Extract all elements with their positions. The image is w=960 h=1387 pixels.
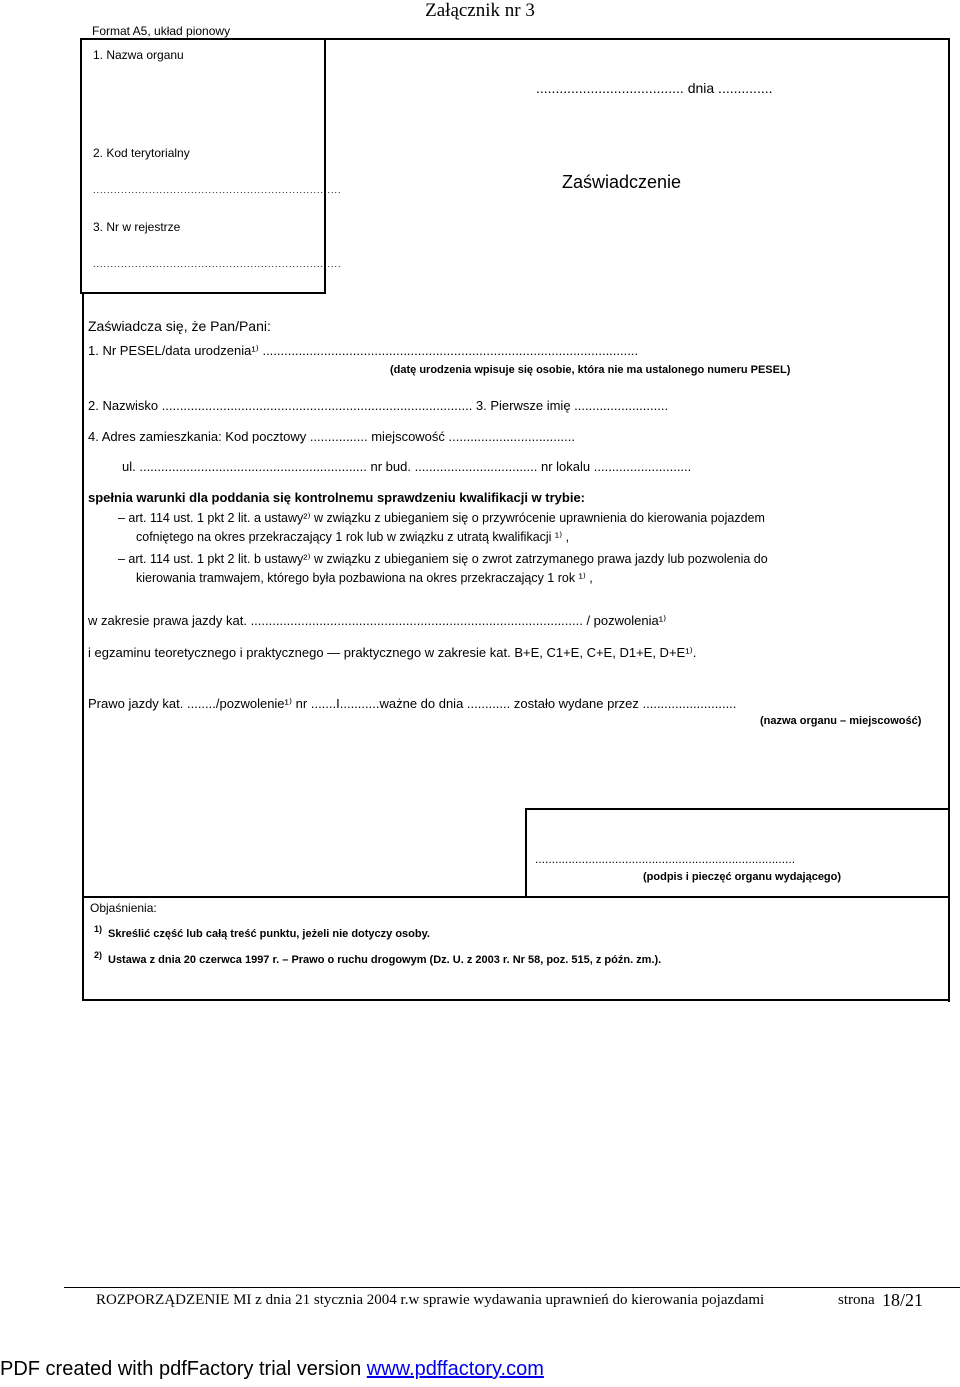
conditions-text: spełnia warunki dla poddania się kontrolnemu sprawdzeniu kwalifikacji w trybie:: [88, 490, 586, 505]
article-a-line1: – art. 114 ust. 1 pkt 2 lit. a ustawy²⁾ w związku z ubieganiem się o przywrócenie uprawnienia do kierowania pojazdem: [118, 511, 765, 525]
authority-box: [80, 38, 326, 294]
signature-label: (podpis i pieczęć organu wydającego): [643, 871, 842, 883]
pesel-line: 1. Nr PESEL/data urodzenia¹⁾ ........................................................................................................: [88, 343, 639, 358]
article-b-line2: kierowania tramwajem, którego była pozbawiona na okres przekraczający 1 rok ¹⁾ ,: [136, 571, 593, 585]
note-1-marker: 1): [94, 924, 103, 934]
register-number-label: 3. Nr w rejestrze: [93, 220, 181, 234]
footer-rule: [64, 1287, 960, 1288]
license-issued-line: Prawo jazdy kat. ......../pozwolenie¹⁾ nr .......I...........ważne do dnia ............ zostało wydane przez ..........................: [88, 696, 737, 711]
article-a-line2: cofniętego na okres przekraczający 1 rok lub w związku z utratą kwalifikacji ¹⁾ ,: [136, 530, 570, 544]
pesel-note: (datę urodzenia wpisuje się osobie, która nie ma ustalonego numeru PESEL): [390, 364, 791, 376]
footer-regulation: ROZPORZĄDZENIE MI z dnia 21 stycznia 2004 r.w sprawie wydawania uprawnień do kierowania pojazdami: [96, 1292, 765, 1308]
territorial-code-label: 2. Kod terytorialny: [93, 146, 190, 160]
attachment-title: Załącznik nr 3: [425, 0, 535, 21]
license-note: (nazwa organu – miejscowość): [760, 715, 922, 727]
explanations-divider: [82, 896, 950, 898]
explanations-title: Objaśnienia:: [90, 901, 157, 915]
note-2-marker: 2): [94, 950, 103, 960]
authority-name-label: 1. Nazwa organu: [93, 48, 184, 62]
exam-line: i egzaminu teoretycznego i praktycznego — praktycznego w zakresie kat. B+E, C1+E, C+E, D1+E, D+E¹⁾.: [88, 645, 697, 660]
pdffactory-link[interactable]: www.pdffactory.com: [366, 1358, 544, 1380]
date-line: ...................................... dnia ..............: [536, 80, 773, 96]
note-1: Skreślić część lub całą treść punktu, jeżeli nie dotyczy osoby.: [108, 928, 430, 940]
intro-text: Zaświadcza się, że Pan/Pani:: [88, 318, 271, 334]
format-label: Format A5, układ pionowy: [92, 24, 231, 38]
pdf-banner: [0, 1358, 544, 1381]
document-title: Zaświadczenie: [562, 172, 682, 192]
register-number-dots: .......................................................................: [93, 259, 342, 269]
street-line: ul. ............................................................... nr bud. .................................. nr lokalu ...........................: [122, 459, 692, 474]
pdf-banner-text: PDF created with pdfFactory trial version: [0, 1358, 367, 1380]
form-frame-left-edge: [82, 294, 84, 1000]
article-b-line1: – art. 114 ust. 1 pkt 2 lit. b ustawy²⁾ w związku z ubieganiem się o zwrot zatrzymanego prawa jazdy lub pozwolenia do: [118, 552, 768, 566]
signature-dots: ..............................................................................: [535, 852, 796, 866]
address-line: 4. Adres zamieszkania: Kod pocztowy ................ miejscowość ...................................: [88, 429, 575, 444]
territorial-code-dots: .......................................................................: [93, 185, 342, 195]
surname-line: 2. Nazwisko ...................................................................................... 3. Pierwsze imię ..........................: [88, 398, 669, 413]
form-frame-bottom-edge: [82, 999, 950, 1001]
footer-page-label: strona: [838, 1292, 875, 1308]
note-2: Ustawa z dnia 20 czerwca 1997 r. – Prawo o ruchu drogowym (Dz. U. z 2003 r. Nr 58, poz. 515, z późn. zm.).: [108, 954, 662, 966]
footer-page-number: 18/21: [882, 1290, 924, 1310]
license-scope-line: w zakresie prawa jazdy kat. ............................................................................................ / pozwolenia¹⁾: [88, 613, 667, 628]
